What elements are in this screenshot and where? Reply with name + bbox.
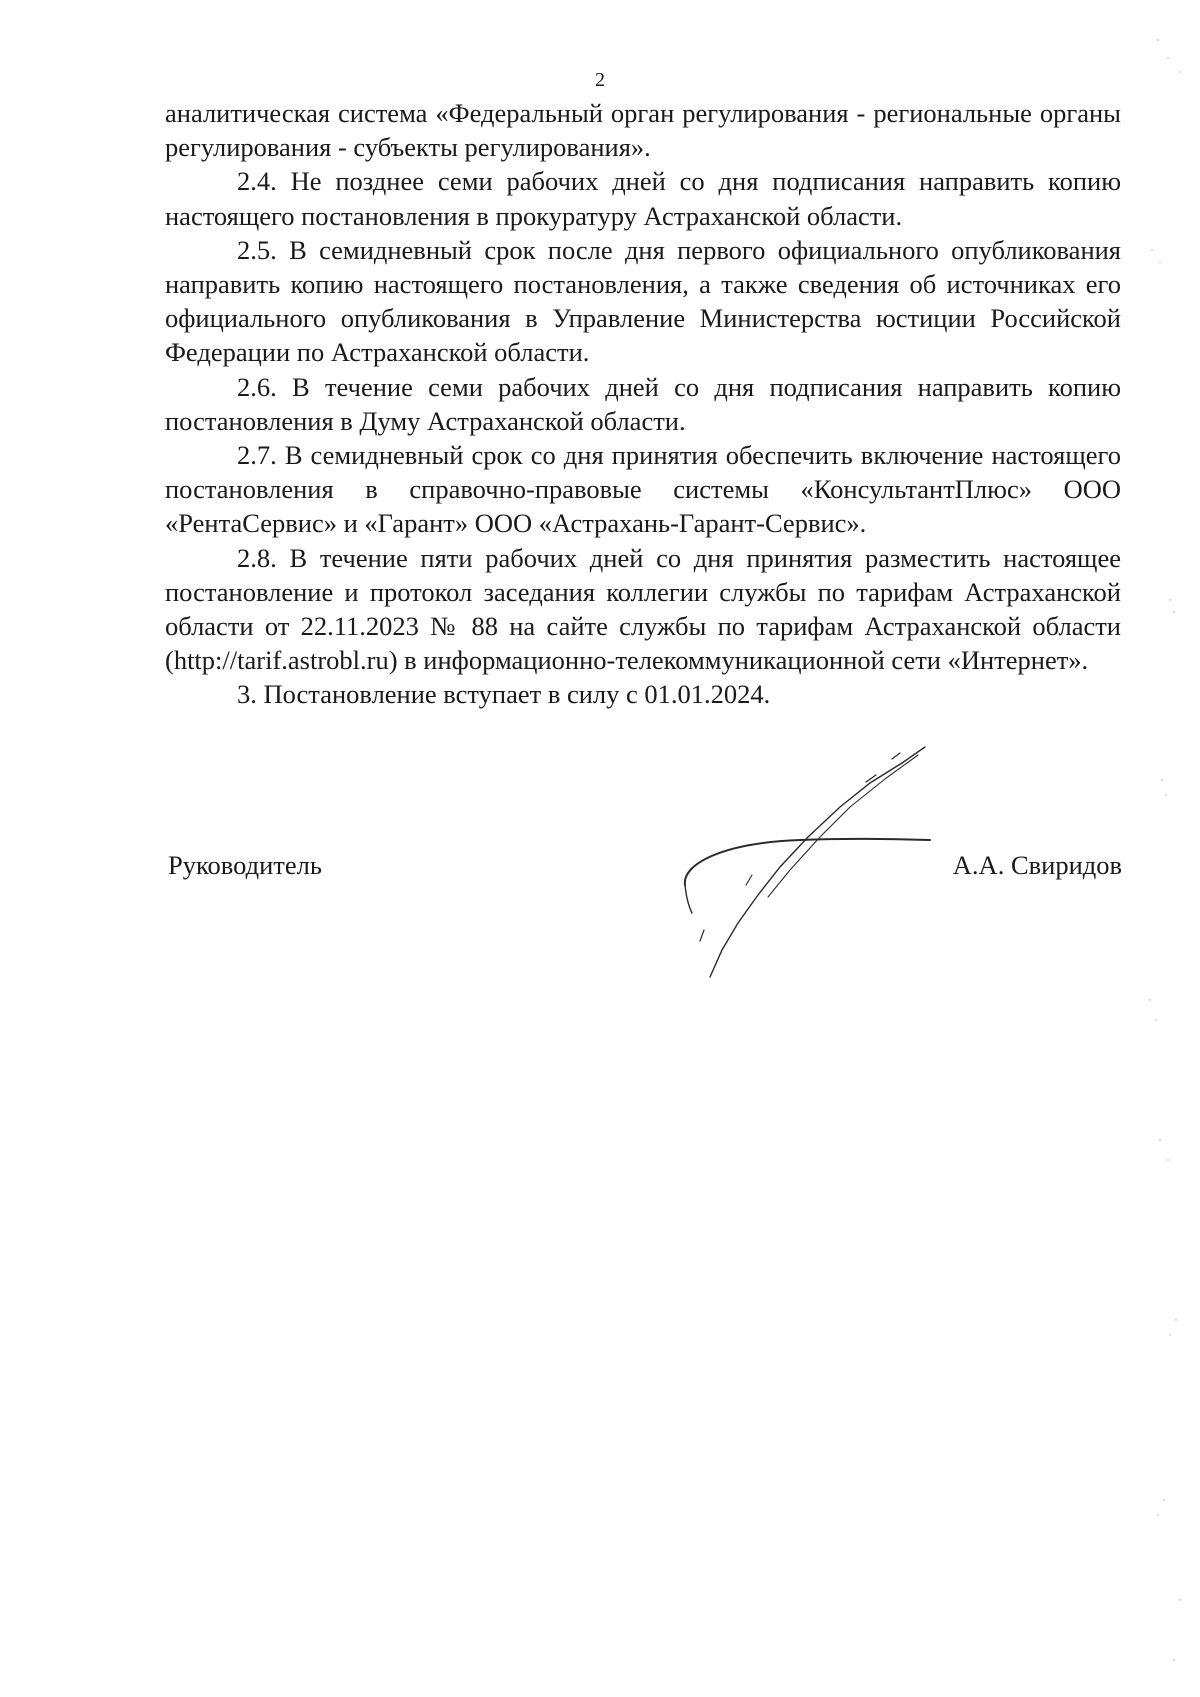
paragraph-2-7: 2.7. В семидневный срок со дня принятия обеспечить включение настоящего постановления в справочно-правовые системы «КонсультантПлюс» ООО «РентаСервис» и «Гарант» ООО «Астрахань-Гарант-Сервис». (165, 440, 1121, 539)
scan-margin-specks (1140, 0, 1200, 1697)
paragraph-2-4: 2.4. Не позднее семи рабочих дней со дня подписания направить копию настоящего постановления в прокуратуру Астраханской области. (165, 166, 1121, 231)
signatory-name: А.А. Свиридов (952, 850, 1122, 880)
document-body (165, 96, 1121, 712)
paragraph-2-6: 2.6. В течение семи рабочих дней со дня подписания направить копию постановления в Думу Астраханской области. (165, 371, 1121, 436)
paragraph-3: 3. Постановление вступает в силу с 01.01.2024. (237, 679, 771, 710)
page-number: 2 (595, 69, 605, 91)
signatory-title: Руководитель (168, 850, 322, 880)
paragraph-continuation: аналитическая система «Федеральный орган регулирования - региональные органы регулирования - субъекты регулирования». (165, 98, 1121, 163)
paragraph-2-8: 2.8. В течение пяти рабочих дней со дня принятия разместить настоящее постановление и протокол заседания коллегии службы по тарифам Астраханской области от 22.11.2023 № 88 на сайте службы по тарифам Астраханской области (http://tarif.astrobl.ru) в информационно-телекоммуникационной сети «Интернет». (165, 542, 1121, 676)
signature-block (168, 848, 1122, 888)
paragraph-2-5: 2.5. В семидневный срок после дня первого официального опубликования направить копию настоящего постановления, а также сведения об источниках его официального опубликования в Управление Министерства юстиции Российской Федерации по Астраханской области. (165, 234, 1121, 368)
